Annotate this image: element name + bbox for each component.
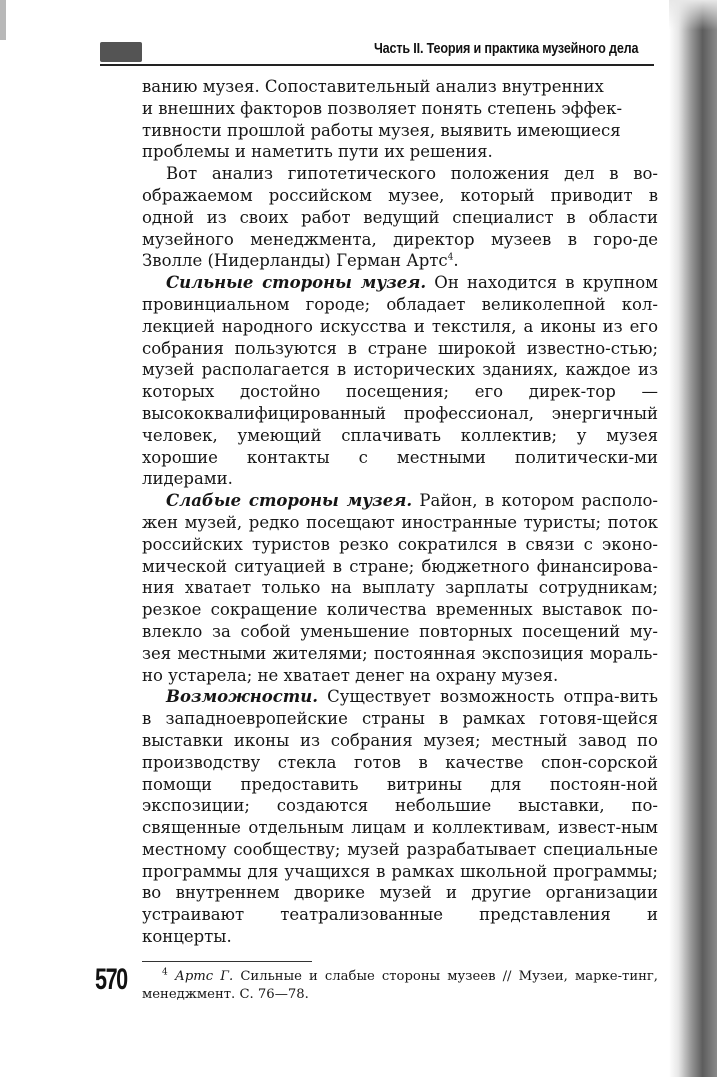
running-title: Часть II. Теория и практика музейного дела [374,40,639,57]
footnote-rule [142,961,312,962]
header-tab-marker [100,42,142,62]
term-weaknesses: Слабые стороны музея. [166,491,413,511]
line: ванию музея. Сопоставительный анализ внутренних [142,77,604,96]
footnote-text: Сильные и слабые стороны музеев // Музеи, марке-тинг, менеджмент. С. 76—78. [142,969,658,1002]
paragraph-continuation [142,76,658,163]
footnote-author: Артс Г. [174,969,234,984]
term-strengths: Сильные стороны музея. [166,273,427,293]
header-rule [100,64,654,66]
paragraph-strengths [142,272,658,490]
scan-margin-mark [0,0,6,40]
paragraph-intro: Вот анализ гипотетического положения дел в во-ображаемом российском музее, который приводит в одной из своих работ ведущий специалист в области музейного менеджмента, директор музеев в горо-де Зволле (Нидерланды) Герман Артс$^4$. [142,164,658,271]
footnote-reference: 4 [447,252,454,263]
line: тивности прошлой работы музея, выявить имеющиеся [142,120,621,140]
line: и внешних факторов позволяет понять степень эффек- [142,98,623,118]
paragraph-text: Существует возможность отпра-вить в западноевропейские страны в рамках готовя-щейся выставки иконы из собрания музея; местный завод по производству стекла готов в качестве спон-сорской помощи предоставить витрины для постоян-ной экспозиции; создаются небольшие выставки, по-священные отдельным лицам и коллективам, извест-ным местному сообществу; музей разрабатывает специальные программы для учащихся в рамках школьной программы; во внутреннем дворике музей и другие организации устраивают театрализованные представления и концерты. [142,687,658,947]
footnote [142,968,658,1004]
page-edge-shadow [669,0,717,1077]
paragraph-weaknesses [142,490,658,686]
paragraph-text: Район, в котором располо-жен музей, редко посещают иностранные туристы; поток российских туристов резко сократился в связи с эконо-мической ситуацией в стране; бюджетного финансирова-ния хватает только на выплату зарплаты сотрудникам; резкое сокращение количества временных выставок по-влекло за собой уменьшение повторных посещений му-зея местными жителями; постоянная экспозиция мораль-но устарела; не хватает денег на охрану музея. [142,491,658,685]
line: проблемы и наметить пути их решения. [142,142,493,162]
paragraph-text: Он находится в крупном провинциальном городе; обладает великолепной кол-лекцией народного искусства и текстиля, а иконы из его собрания пользуются в стране широкой известно-стью; музей располагается в исторических зданиях, каждое из которых достойно посещения; его дирек-тор — высококвалифицированный профессионал, энергичный человек, умеющий сплачивать коллектив; у музея хорошие контакты с местными политически-ми лидерами. [142,273,659,489]
page-edge-shadow-top [669,0,717,30]
page-body [142,76,658,948]
paragraph-text: Вот анализ гипотетического положения дел в во-ображаемом российском музее, который приводит в одной из своих работ ведущий специалист в области музейного менеджмента, директор музеев в горо-де Зволле (Нидерланды) Герман Артс [142,164,658,271]
paragraph-opportunities [142,686,658,948]
term-opportunities: Возможности. [166,687,318,707]
footnote-number: 4 [162,967,168,978]
page-number: 570 [95,963,127,996]
